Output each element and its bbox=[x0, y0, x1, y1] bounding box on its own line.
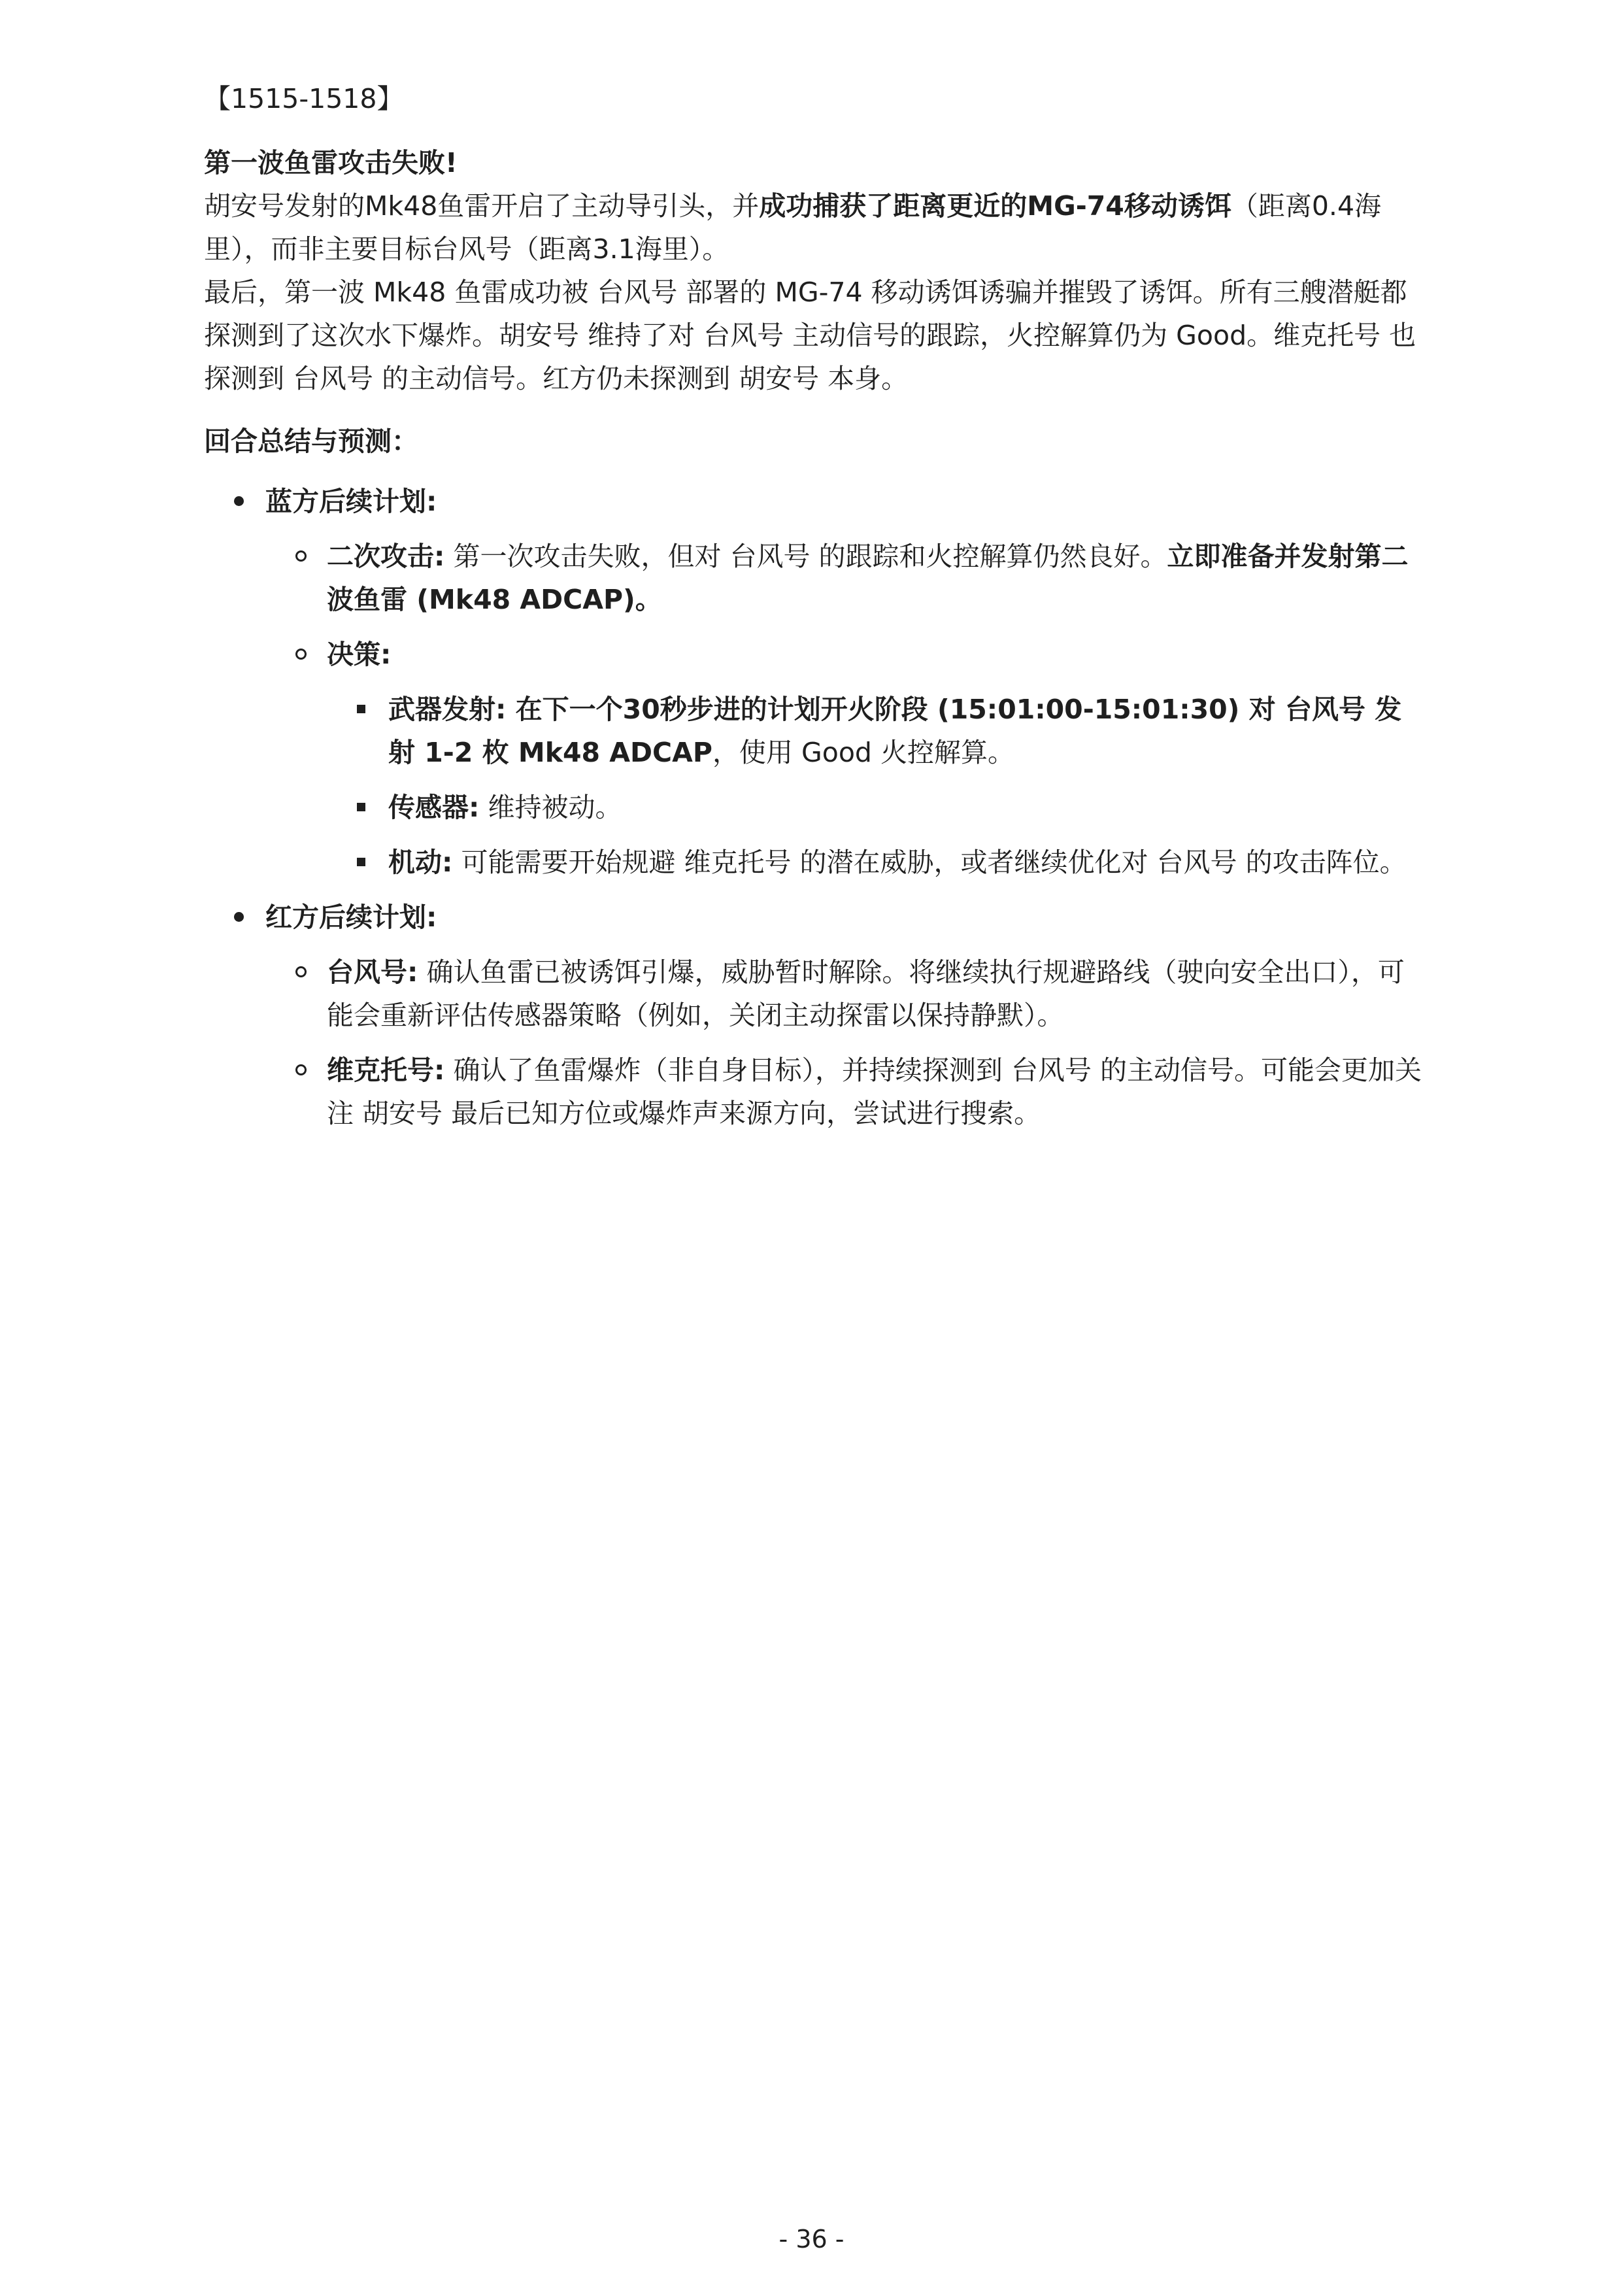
disc-bullet-icon bbox=[234, 496, 244, 506]
typhoon-item bbox=[265, 951, 1426, 1037]
intro-paragraph-2: 最后，第一波 Mk48 鱼雷成功被 台风号 部署的 MG-74 移动诱饵诱骗并摧毁了诱饵。所有三艘潜艇都探测到了这次水下爆炸。胡安号 维持了对 台风号 主动信号的跟踪，火控解算仍为 Good。维克托号 也探测到 台风号 的主动信号。红方仍未探测到 胡安号 本身。 bbox=[204, 277, 1416, 394]
circle-bullet-icon bbox=[295, 550, 307, 562]
decision-sublist bbox=[327, 688, 1426, 884]
intro-paragraph-1 bbox=[204, 184, 1426, 271]
disc-bullet-icon bbox=[234, 912, 244, 922]
circle-bullet-icon bbox=[295, 966, 307, 977]
document-page bbox=[204, 77, 1426, 1147]
weapon-launch-text: ，使用 Good 火控解算。 bbox=[712, 737, 1014, 768]
circle-bullet-icon bbox=[295, 1064, 307, 1075]
square-bullet-icon bbox=[357, 705, 365, 713]
blue-plan-sublist bbox=[265, 535, 1426, 884]
square-bullet-icon bbox=[357, 858, 365, 866]
blue-plan-title: 蓝方后续计划: bbox=[265, 486, 437, 517]
second-attack-text: 第一次攻击失败，但对 台风号 的跟踪和火控解算仍然良好。 bbox=[444, 541, 1167, 572]
typhoon-text: 确认鱼雷已被诱饵引爆，威胁暂时解除。将继续执行规避路线（驶向安全出口），可能会重新评估传感器策略（例如，关闭主动探雷以保持静默）。 bbox=[327, 956, 1405, 1031]
intro-text-b: （距离0.4海里），而非主要目标台风号（距离3.1海里）。 bbox=[204, 190, 1382, 265]
blue-plan-item bbox=[204, 480, 1426, 884]
sensor-item bbox=[327, 786, 1426, 829]
sensor-text: 维持被动。 bbox=[479, 792, 622, 823]
second-attack-bold: 立即准备并发射第二波鱼雷 (Mk48 ADCAP)。 bbox=[327, 541, 1409, 615]
maneuver-item bbox=[327, 841, 1426, 884]
section-range-label: 【1515-1518】 bbox=[204, 83, 404, 114]
red-plan-item bbox=[204, 896, 1426, 1135]
intro-text-a: 胡安号发射的Mk48鱼雷开启了主动导引头，并 bbox=[204, 190, 760, 222]
intro-text-bold: 成功捕获了距离更近的MG-74移动诱饵 bbox=[759, 190, 1231, 222]
sensor-label: 传感器: bbox=[388, 792, 480, 823]
decision-item bbox=[265, 633, 1426, 884]
summary-title: 回合总结与预测： bbox=[204, 426, 418, 457]
maneuver-text: 可能需要开始规避 维克托号 的潜在威胁，或者继续优化对 台风号 的攻击阵位。 bbox=[452, 847, 1407, 878]
page-number: - 36 - bbox=[778, 2225, 845, 2254]
section-heading: 第一波鱼雷攻击失败! bbox=[204, 147, 458, 178]
plan-list bbox=[204, 480, 1426, 1135]
square-bullet-icon bbox=[357, 803, 365, 811]
decision-label: 决策: bbox=[327, 639, 392, 670]
maneuver-label: 机动: bbox=[388, 847, 453, 878]
victor-text: 确认了鱼雷爆炸（非自身目标），并持续探测到 台风号 的主动信号。可能会更加关注 胡安号 最后已知方位或爆炸声来源方向，尝试进行搜索。 bbox=[327, 1055, 1422, 1129]
weapon-launch-item bbox=[327, 688, 1426, 774]
victor-item bbox=[265, 1049, 1426, 1135]
circle-bullet-icon bbox=[295, 649, 307, 660]
red-plan-sublist bbox=[265, 951, 1426, 1135]
weapon-launch-bold: 在下一个30秒步进的计划开火阶段 (15:01:00-15:01:30) 对 台风号 发射 1-2 枚 Mk48 ADCAP bbox=[388, 694, 1402, 768]
typhoon-label: 台风号: bbox=[327, 956, 418, 988]
second-attack-item bbox=[265, 535, 1426, 621]
red-plan-title: 红方后续计划: bbox=[265, 902, 437, 933]
weapon-launch-label: 武器发射: bbox=[388, 694, 507, 725]
second-attack-label: 二次攻击: bbox=[327, 541, 445, 572]
victor-label: 维克托号: bbox=[327, 1055, 445, 1086]
